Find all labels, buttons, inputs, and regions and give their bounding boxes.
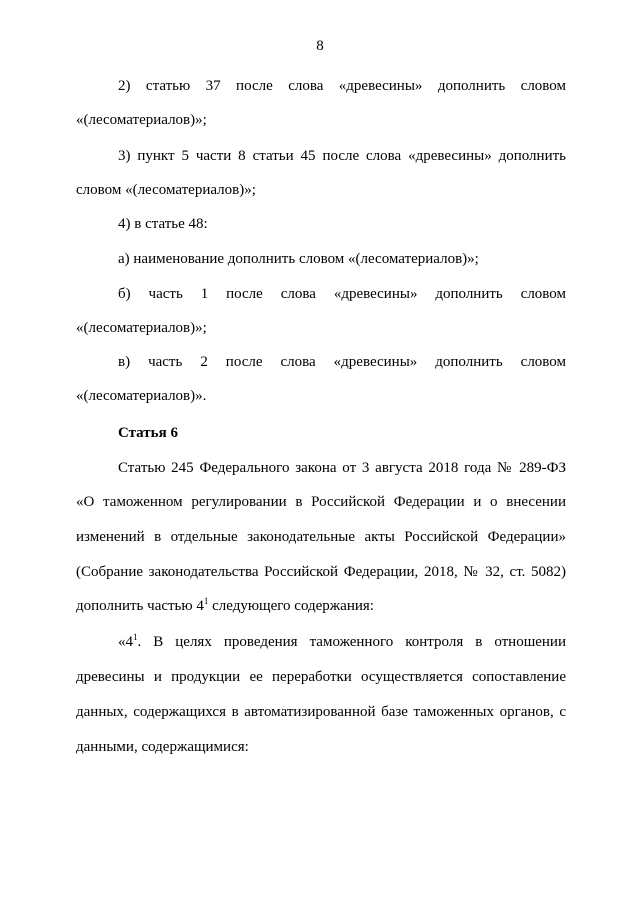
article-6-p1-line-4: (Собрание законодательства Российской Федерации, 2018, № 32, ст. 5082) [76,564,566,580]
article-6-p2-superscript: 1 [133,632,138,642]
article-6-p1-line-1: Статью 245 Федерального закона от 3 августа 2018 года № 289-ФЗ [118,460,566,476]
item-3-line-1: 3) пункт 5 части 8 статьи 45 после слова «древесины» дополнить [118,148,566,164]
page-number: 8 [316,38,324,54]
article-6-p1-line-3: изменений в отдельные законодательные акты Российской Федерации» [76,529,566,545]
article-6-title: Статья 6 [118,425,178,441]
article-6-p2-line-3: данных, содержащихся в автоматизированной базе таможенных органов, с [76,704,566,720]
article-6-p1-superscript: 1 [203,596,209,606]
article-6-p1-line-5 [76,596,374,616]
item-4-v-line-2: «(лесоматериалов)». [76,388,207,404]
article-6-p1-line-5-post: следующего содержания: [208,598,374,614]
article-6-p1-line-2: «О таможенном регулировании в Российской Федерации и о внесении [76,494,566,510]
item-4-b-line-1: б) часть 1 после слова «древесины» дополнить словом [118,286,566,302]
article-6-p2-line-1-rest: . В целях проведения таможенного контроля в отношении [137,634,566,650]
item-2-line-2: «(лесоматериалов)»; [76,112,207,128]
item-4-v-line-1: в) часть 2 после слова «древесины» дополнить словом [118,354,566,370]
article-6-p2-line-1 [118,632,566,652]
article-6-p1-line-5-pre: дополнить частью 4 [76,598,204,614]
item-4-heading: 4) в статье 48: [118,216,208,232]
article-6-p2-quote-open: «4 [118,634,133,650]
article-6-p2-line-4: данными, содержащимися: [76,739,249,755]
item-2-line-1: 2) статью 37 после слова «древесины» дополнить словом [118,78,566,94]
article-6-p2-line-2: древесины и продукции ее переработки осуществляется сопоставление [76,669,566,685]
item-4-b-line-2: «(лесоматериалов)»; [76,320,207,336]
item-3-line-2: словом «(лесоматериалов)»; [76,182,256,198]
item-4-a: а) наименование дополнить словом «(лесоматериалов)»; [118,251,479,267]
